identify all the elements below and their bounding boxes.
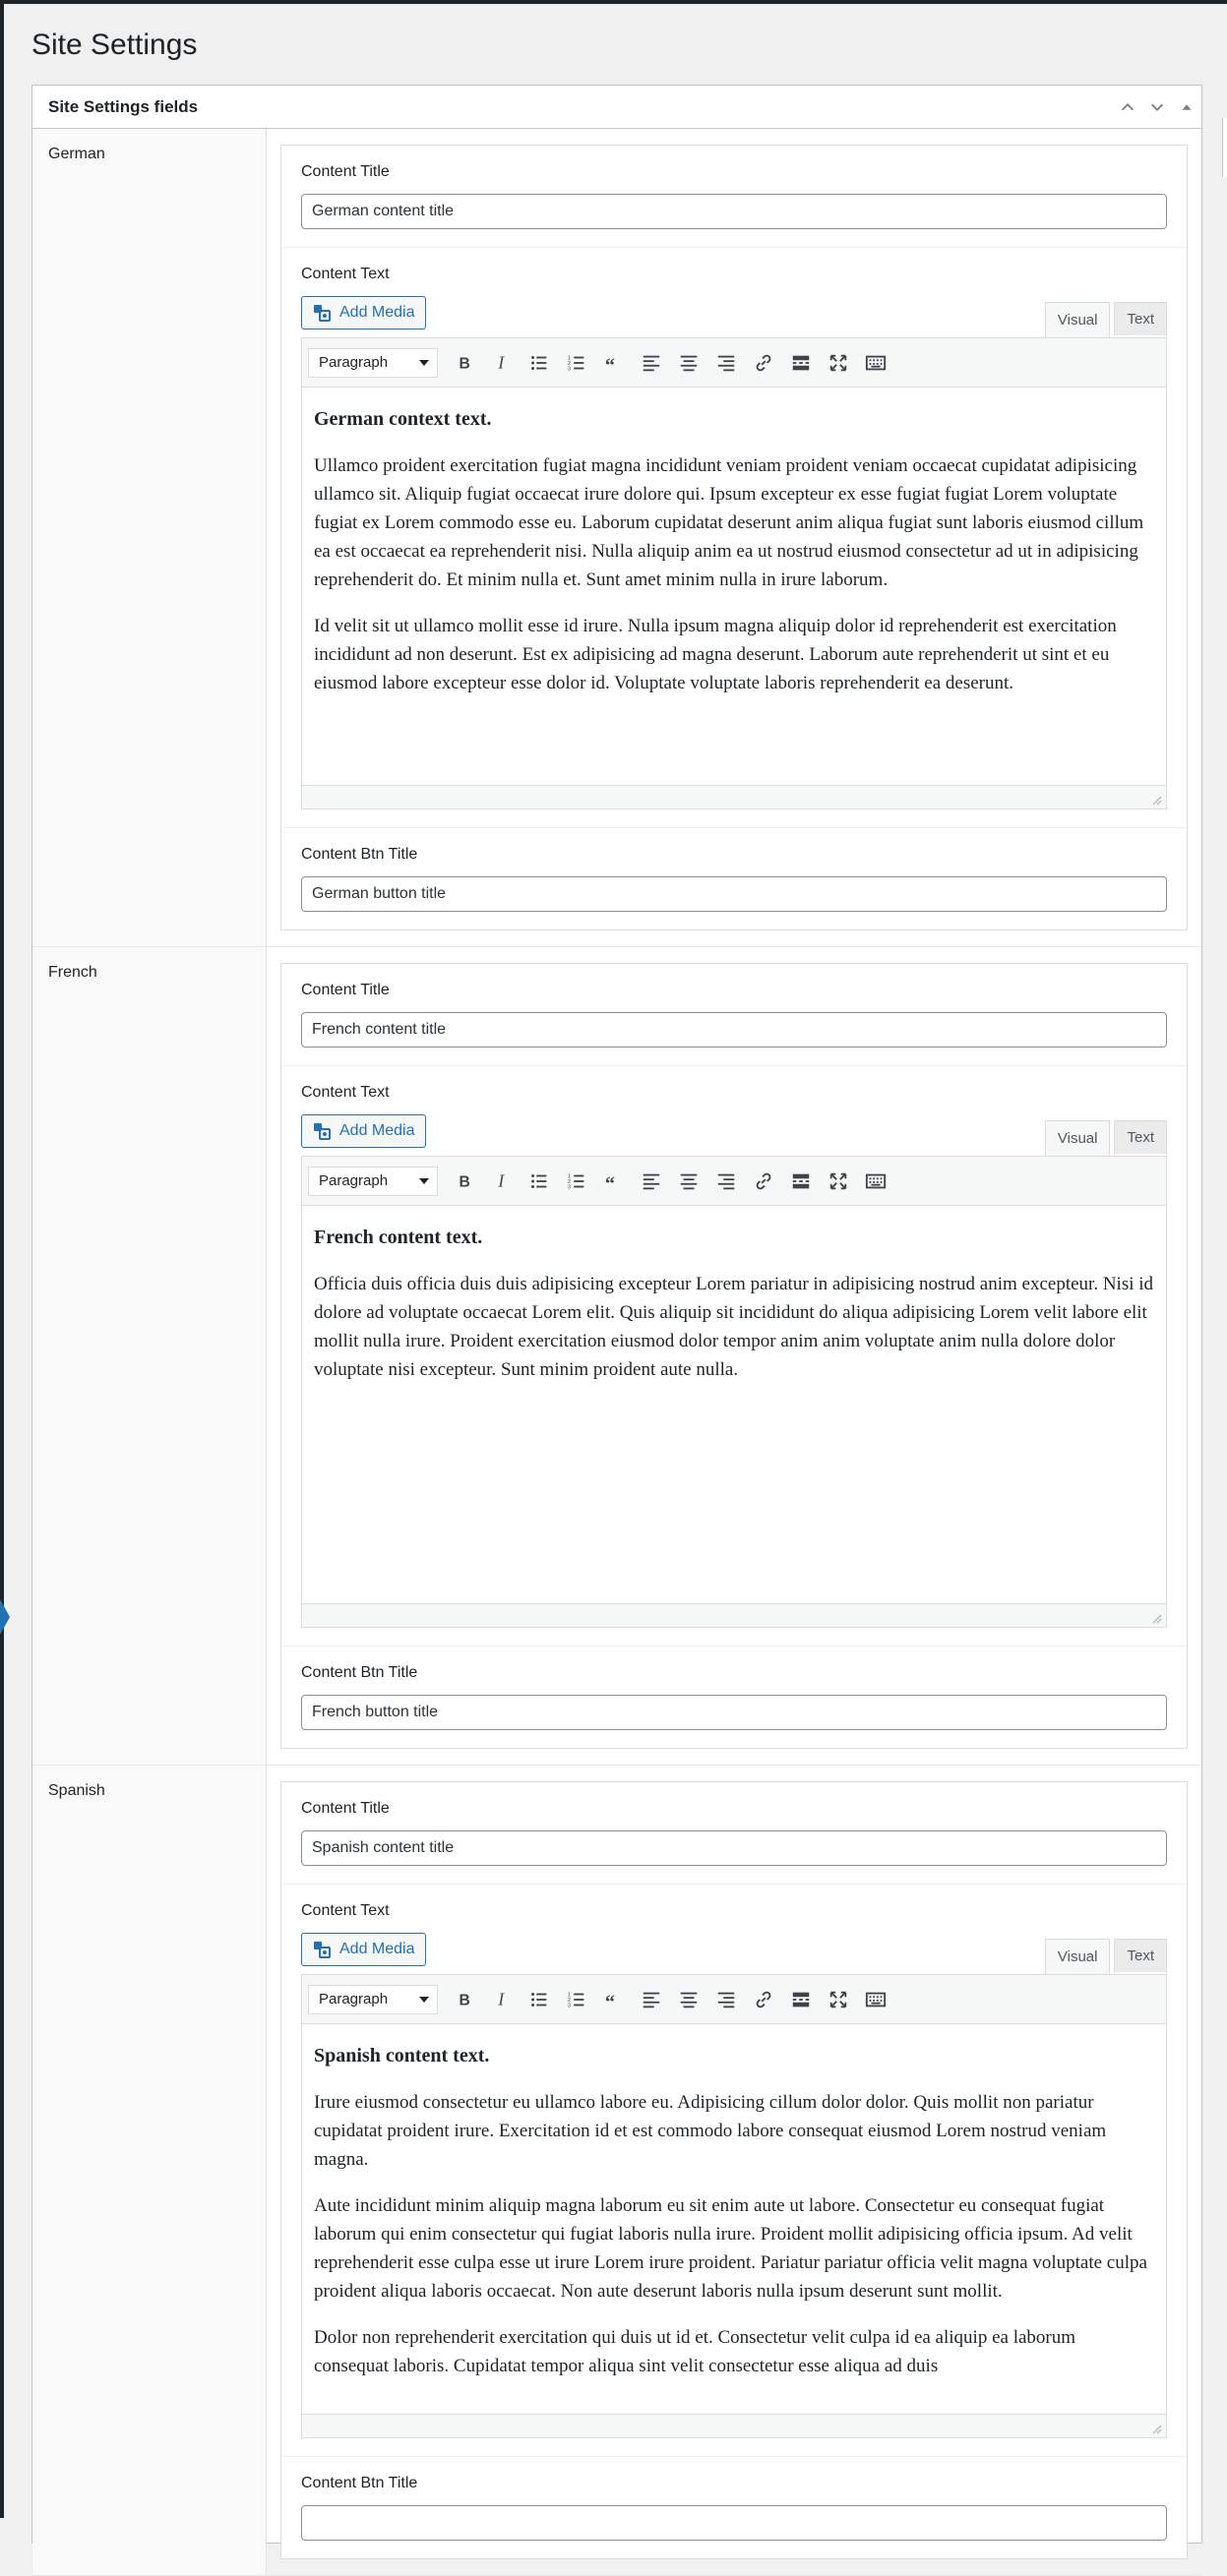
align-left-icon[interactable] — [633, 1981, 670, 2018]
rich-text-editor — [301, 1156, 1167, 1628]
site-settings-metabox — [31, 85, 1202, 2544]
language-name: Spanish — [48, 1782, 105, 1799]
screen-options-edge — [1222, 118, 1227, 177]
blockquote-icon[interactable] — [595, 344, 633, 382]
editor-toolbar — [302, 1157, 1166, 1206]
link-icon[interactable] — [745, 1163, 782, 1200]
media-icon — [312, 1121, 332, 1141]
svg-text:1: 1 — [567, 1991, 571, 1998]
bold-icon[interactable] — [446, 1163, 483, 1200]
content-title-label: Content Title — [301, 1800, 390, 1817]
align-center-icon[interactable] — [670, 344, 707, 382]
svg-text:1: 1 — [567, 354, 571, 361]
svg-text:2: 2 — [567, 360, 571, 367]
tab-visual[interactable]: Visual — [1045, 1120, 1111, 1156]
chevron-down-icon[interactable] — [1142, 86, 1172, 129]
format-select[interactable] — [308, 1167, 438, 1196]
svg-text:3: 3 — [567, 2002, 571, 2008]
editor-paragraph: Ullamco proident exercitation fugiat magna incididunt veniam proident veniam occaecat cupidatat adipisicing ullamco sit. Aliquip fugiat occaecat irure dolore qui. Ipsum excepteur ex esse fugiat fugiat Lorem voluptate fugiat ex Lorem commodo esse eu. Laborum cupidatat deserunt anim aliqua fugiat sunt laboris eiusmod cillum ea est occaecat ea reprehenderit nisi. Nulla aliquip anim ea ut nostrud eiusmod consectetur ad ut in adipisicing reprehenderit do. Et minim nulla et. Sunt amet minim nulla in irure laborum. — [314, 455, 1144, 590]
content-text-field — [281, 1885, 1187, 2457]
read-more-icon[interactable] — [782, 344, 820, 382]
tab-visual[interactable]: Visual — [1045, 1939, 1111, 1974]
metabox-title: Site Settings fields — [48, 96, 199, 116]
editor-tabs — [1045, 1939, 1167, 1974]
metabox-header — [32, 86, 1201, 129]
bold-icon[interactable] — [446, 344, 483, 382]
editor-heading: Spanish content text. — [314, 2045, 490, 2067]
svg-text:I: I — [498, 1170, 505, 1190]
link-icon[interactable] — [745, 1981, 782, 2018]
format-label: Paragraph — [319, 1172, 389, 1189]
content-text-label: Content Text — [301, 1902, 390, 1919]
editor-paragraphs — [314, 2088, 1154, 2380]
language-name: French — [48, 964, 97, 981]
fields-group — [280, 1781, 1188, 2559]
svg-text:3: 3 — [567, 1183, 571, 1190]
numbered-list-icon[interactable] — [558, 344, 595, 382]
editor-paragraph: Officia duis officia duis duis adipisicing excepteur Lorem pariatur in adipisicing nostrud anim excepteur. Nisi id dolore ad voluptate occaecat Lorem elit. Quis aliquip sit incididunt do aliqua adipisicing Lorem velit labore elit mollit nulla irure. Proident exercitation eiusmod dolor tempor anim anim voluptate anim nulla dolore dolor voluptate nisi excepteur. Sunt minim proident aute nulla. — [314, 1274, 1154, 1380]
resize-handle-icon[interactable] — [1150, 2423, 1162, 2434]
format-select[interactable] — [308, 1985, 438, 2014]
align-left-icon[interactable] — [633, 344, 670, 382]
format-select[interactable] — [308, 348, 438, 378]
content-btn-title-field — [281, 1647, 1187, 1748]
italic-icon[interactable] — [483, 1163, 521, 1200]
language-row-spanish — [32, 1766, 1201, 2576]
format-label: Paragraph — [319, 354, 389, 371]
align-center-icon[interactable] — [670, 1981, 707, 2018]
bold-icon[interactable] — [446, 1981, 483, 2018]
align-right-icon[interactable] — [707, 1163, 745, 1200]
content-btn-title-field — [281, 2457, 1187, 2558]
content-text-field — [281, 248, 1187, 828]
language-label — [32, 947, 267, 1765]
svg-text:B: B — [459, 1992, 470, 2008]
fullscreen-icon[interactable] — [820, 1981, 857, 2018]
fullscreen-icon[interactable] — [820, 344, 857, 382]
content-title-label: Content Title — [301, 982, 390, 998]
editor-heading: German context text. — [314, 408, 492, 430]
editor-content[interactable] — [302, 388, 1166, 785]
content-btn-title-label: Content Btn Title — [301, 1664, 418, 1681]
editor-statusbar — [302, 1603, 1166, 1627]
format-label: Paragraph — [319, 1991, 389, 2007]
fullscreen-icon[interactable] — [820, 1163, 857, 1200]
add-media-button[interactable] — [301, 296, 426, 329]
svg-text:2: 2 — [567, 1997, 571, 2004]
italic-icon[interactable] — [483, 1981, 521, 2018]
language-fields — [267, 129, 1201, 946]
caret-down-icon — [419, 360, 429, 366]
editor-tabs — [1045, 1120, 1167, 1156]
align-left-icon[interactable] — [633, 1163, 670, 1200]
svg-text:“: “ — [604, 1172, 615, 1192]
resize-handle-icon[interactable] — [1150, 794, 1162, 806]
fields-group — [280, 145, 1188, 930]
svg-text:1: 1 — [567, 1172, 571, 1179]
bullet-list-icon[interactable] — [521, 1163, 558, 1200]
add-media-button[interactable] — [301, 1114, 426, 1148]
caret-down-icon — [419, 1997, 429, 2003]
svg-text:3: 3 — [567, 365, 571, 372]
admin-sidebar-edge — [0, 0, 4, 2518]
toolbar-toggle-icon[interactable] — [857, 344, 894, 382]
fields-group — [280, 963, 1188, 1749]
toolbar-toggle-icon[interactable] — [857, 1163, 894, 1200]
language-label — [32, 1766, 267, 2575]
add-media-label: Add Media — [339, 304, 415, 321]
content-title-field — [281, 146, 1187, 248]
add-media-label: Add Media — [339, 1941, 415, 1957]
language-rows — [32, 129, 1201, 2576]
link-icon[interactable] — [745, 344, 782, 382]
content-btn-title-input[interactable] — [301, 1695, 1167, 1730]
editor-paragraph: Irure eiusmod consectetur eu ullamco labore eu. Adipisicing cillum dolor dolor. Quis mollit non pariatur cupidatat proident irure. Exercitation id et est commodo labore consequat eiusmod Lorem nostrud veniam magna. — [314, 2092, 1107, 2170]
svg-text:“: “ — [604, 354, 615, 374]
svg-text:2: 2 — [567, 1178, 571, 1185]
sidebar-collapse-handle[interactable] — [0, 1599, 10, 1635]
language-fields — [267, 1766, 1201, 2575]
editor-statusbar — [302, 2414, 1166, 2437]
toolbar-toggle-icon[interactable] — [857, 1981, 894, 2018]
metabox-handle-actions — [1113, 86, 1201, 129]
align-right-icon[interactable] — [707, 1981, 745, 2018]
content-title-field — [281, 964, 1187, 1066]
tab-text[interactable]: Text — [1114, 1939, 1167, 1972]
content-btn-title-input[interactable] — [301, 876, 1167, 912]
content-btn-title-field — [281, 828, 1187, 929]
media-icon — [312, 1940, 332, 1959]
editor-paragraph: Id velit sit ut ullamco mollit esse id irure. Nulla ipsum magna aliquip dolor id reprehenderit est exercitation incididunt ad non deserunt. Est ex adipisicing ad magna deserunt. Laborum aute reprehenderit ut sint et eu eiusmod labore excepteur esse dolor id. Voluptate voluptate laboris reprehenderit ea deserunt. — [314, 616, 1117, 693]
editor-heading: French content text. — [314, 1227, 483, 1248]
editor-paragraphs — [314, 1270, 1154, 1384]
editor-toolbar — [302, 1975, 1166, 2024]
content-title-input[interactable] — [301, 194, 1167, 229]
language-fields — [267, 947, 1201, 1765]
tab-text[interactable]: Text — [1114, 302, 1167, 335]
language-name: German — [48, 146, 105, 162]
language-row-german — [32, 129, 1201, 947]
rich-text-editor — [301, 1974, 1167, 2438]
align-right-icon[interactable] — [707, 344, 745, 382]
editor-content[interactable] — [302, 1206, 1166, 1603]
tab-visual[interactable]: Visual — [1045, 302, 1111, 337]
bullet-list-icon[interactable] — [521, 1981, 558, 2018]
editor-tabs — [1045, 302, 1167, 337]
svg-text:B: B — [459, 1173, 470, 1190]
content-btn-title-input[interactable] — [301, 2505, 1167, 2541]
tab-text[interactable]: Text — [1114, 1120, 1167, 1154]
media-icon — [312, 303, 332, 323]
svg-text:B: B — [459, 355, 470, 372]
content-btn-title-label: Content Btn Title — [301, 2475, 418, 2491]
editor-toolbar — [302, 338, 1166, 388]
bullet-list-icon[interactable] — [521, 344, 558, 382]
page-title: Site Settings — [31, 29, 198, 61]
admin-top-bar — [0, 0, 1227, 4]
triangle-up-icon[interactable] — [1172, 86, 1201, 129]
align-center-icon[interactable] — [670, 1163, 707, 1200]
editor-paragraph: Aute incididunt minim aliquip magna laborum eu sit enim aute ut labore. Consectetur eu consequat fugiat laborum qui enim consectetur qui fugiat laboris nulla irure. Proident mollit adipisicing officia ipsum. Ad velit reprehenderit esse culpa esse ut irure Lorem irure proident. Pariatur pariatur officia velit magna voluptate culpa proident aliqua laboris occaecat. Non aute deserunt laboris nulla ipsum deserunt sunt mollit. — [314, 2195, 1147, 2302]
chevron-up-icon[interactable] — [1113, 86, 1142, 129]
content-text-label: Content Text — [301, 1084, 390, 1101]
numbered-list-icon[interactable] — [558, 1163, 595, 1200]
italic-icon[interactable] — [483, 344, 521, 382]
content-title-field — [281, 1782, 1187, 1885]
editor-top — [301, 1114, 1167, 1156]
editor-paragraph: Dolor non reprehenderit exercitation qui duis ut id et. Consectetur velit culpa id ea aliquip ea laborum consequat laboris. Cupidatat tempor aliqua sint velit consectetur esse aliqua ad duis — [314, 2327, 1076, 2376]
caret-down-icon — [419, 1178, 429, 1184]
read-more-icon[interactable] — [782, 1163, 820, 1200]
numbered-list-icon[interactable] — [558, 1981, 595, 2018]
editor-top — [301, 296, 1167, 337]
editor-statusbar — [302, 785, 1166, 809]
content-text-label: Content Text — [301, 266, 390, 282]
content-btn-title-label: Content Btn Title — [301, 846, 418, 863]
svg-text:I: I — [498, 352, 505, 372]
add-media-button[interactable] — [301, 1933, 426, 1966]
language-row-french — [32, 947, 1201, 1766]
editor-content[interactable] — [302, 2024, 1166, 2414]
svg-text:I: I — [498, 1989, 505, 2008]
editor-top — [301, 1933, 1167, 1974]
content-title-label: Content Title — [301, 163, 390, 180]
rich-text-editor — [301, 337, 1167, 809]
content-title-input[interactable] — [301, 1830, 1167, 1866]
language-label — [32, 129, 267, 946]
blockquote-icon[interactable] — [595, 1163, 633, 1200]
resize-handle-icon[interactable] — [1150, 1612, 1162, 1624]
content-title-input[interactable] — [301, 1012, 1167, 1048]
blockquote-icon[interactable] — [595, 1981, 633, 2018]
read-more-icon[interactable] — [782, 1981, 820, 2018]
content-text-field — [281, 1066, 1187, 1647]
svg-text:“: “ — [604, 1991, 615, 2010]
add-media-label: Add Media — [339, 1122, 415, 1139]
editor-paragraphs — [314, 451, 1154, 697]
